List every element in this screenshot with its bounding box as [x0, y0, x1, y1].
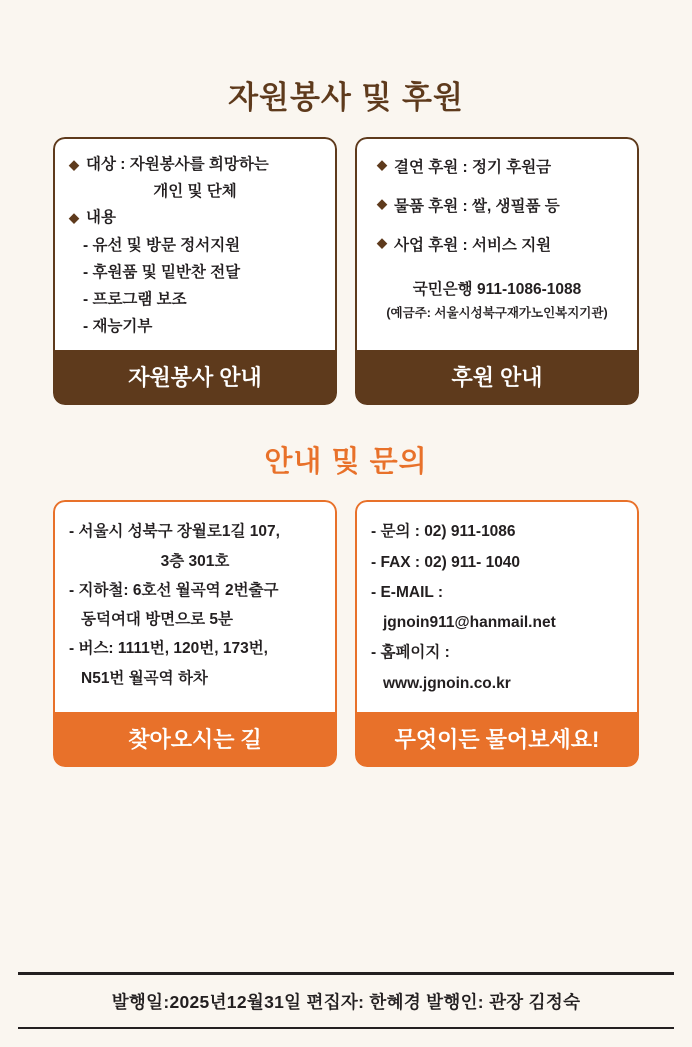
- inquiry-card-footer: 무엇이든 물어보세요!: [355, 712, 639, 767]
- bank-account-holder: (예금주: 서울시성북구재가노인복지기관): [386, 306, 608, 320]
- inquiry-card-body: [355, 500, 639, 712]
- volunteer-content-label: 내용: [86, 208, 116, 226]
- email-label: - E-MAIL :: [371, 583, 444, 601]
- sponsor-item-text: 물품 후원 : 쌀, 생필품 등: [394, 198, 560, 215]
- volunteer-target-text: 대상 : 자원봉사를 희망하는: [86, 156, 269, 173]
- diamond-icon: ◆: [377, 196, 387, 211]
- card-row-bottom: [0, 500, 692, 767]
- bus-line-1: - 버스: 1111번, 120번, 173번,: [69, 640, 268, 658]
- directions-card: [53, 500, 337, 767]
- diamond-icon: ◆: [377, 235, 387, 250]
- homepage-url: www.jgnoin.co.kr: [383, 674, 511, 692]
- volunteer-target-row: [69, 155, 321, 176]
- subway-line-1: - 지하철: 6호선 월곡역 2번출구: [69, 581, 279, 599]
- diamond-icon: ◆: [69, 157, 79, 172]
- directions-card-body: [53, 500, 337, 712]
- address-line-1: - 서울시 성북구 장월로1길 107,: [69, 523, 280, 541]
- list-item: - 프로그램 보조: [83, 291, 187, 309]
- homepage-label: - 홈페이지 :: [371, 644, 450, 662]
- directions-card-footer: 찾아오시는 길: [53, 712, 337, 767]
- page-title-contact: 안내 및 문의: [264, 446, 428, 479]
- volunteer-content-row: [69, 208, 321, 229]
- phone-number: - 문의 : 02) 911-1086: [371, 523, 516, 541]
- email-address: jgnoin911@hanmail.net: [383, 614, 556, 632]
- sponsor-card-body: [355, 137, 639, 350]
- list-item: - 유선 및 방문 정서지원: [83, 236, 241, 254]
- sponsor-item-text: 사업 후원 : 서비스 지원: [394, 237, 552, 254]
- divider-bottom: [18, 1027, 674, 1029]
- inquiry-card: [355, 500, 639, 767]
- subway-line-2: 동덕여대 방면으로 5분: [81, 611, 233, 629]
- volunteer-target-text-2: 개인 및 단체: [153, 182, 237, 200]
- card-row-top: [0, 137, 692, 405]
- publication-info: 발행일:2025년12월31일 편집자: 한혜경 발행인: 관장 김정숙: [111, 992, 581, 1012]
- page-footer: [0, 972, 692, 1029]
- list-item: - 후원품 및 밑반찬 전달: [83, 263, 241, 281]
- list-item: - 재능기부: [83, 318, 153, 336]
- newsletter-page: [0, 72, 692, 1047]
- volunteer-card-footer: 자원봉사 안내: [53, 350, 337, 405]
- sponsor-card: [355, 137, 639, 405]
- diamond-icon: ◆: [69, 209, 79, 225]
- page-title-volunteer: 자원봉사 및 후원: [228, 80, 464, 115]
- sponsor-card-footer: 후원 안내: [355, 350, 639, 405]
- volunteer-card-body: [53, 137, 337, 350]
- diamond-icon: ◆: [377, 157, 387, 172]
- sponsor-item-text: 결연 후원 : 정기 후원금: [394, 159, 552, 176]
- fax-number: - FAX : 02) 911- 1040: [371, 553, 521, 571]
- bus-line-2: N51번 월곡역 하차: [81, 669, 208, 687]
- address-line-2: 3층 301호: [160, 552, 230, 570]
- list-item: [371, 194, 623, 216]
- list-item: [371, 155, 623, 177]
- bank-account: 국민은행 911-1086-1088: [412, 281, 582, 298]
- volunteer-card: [53, 137, 337, 405]
- list-item: [371, 233, 623, 255]
